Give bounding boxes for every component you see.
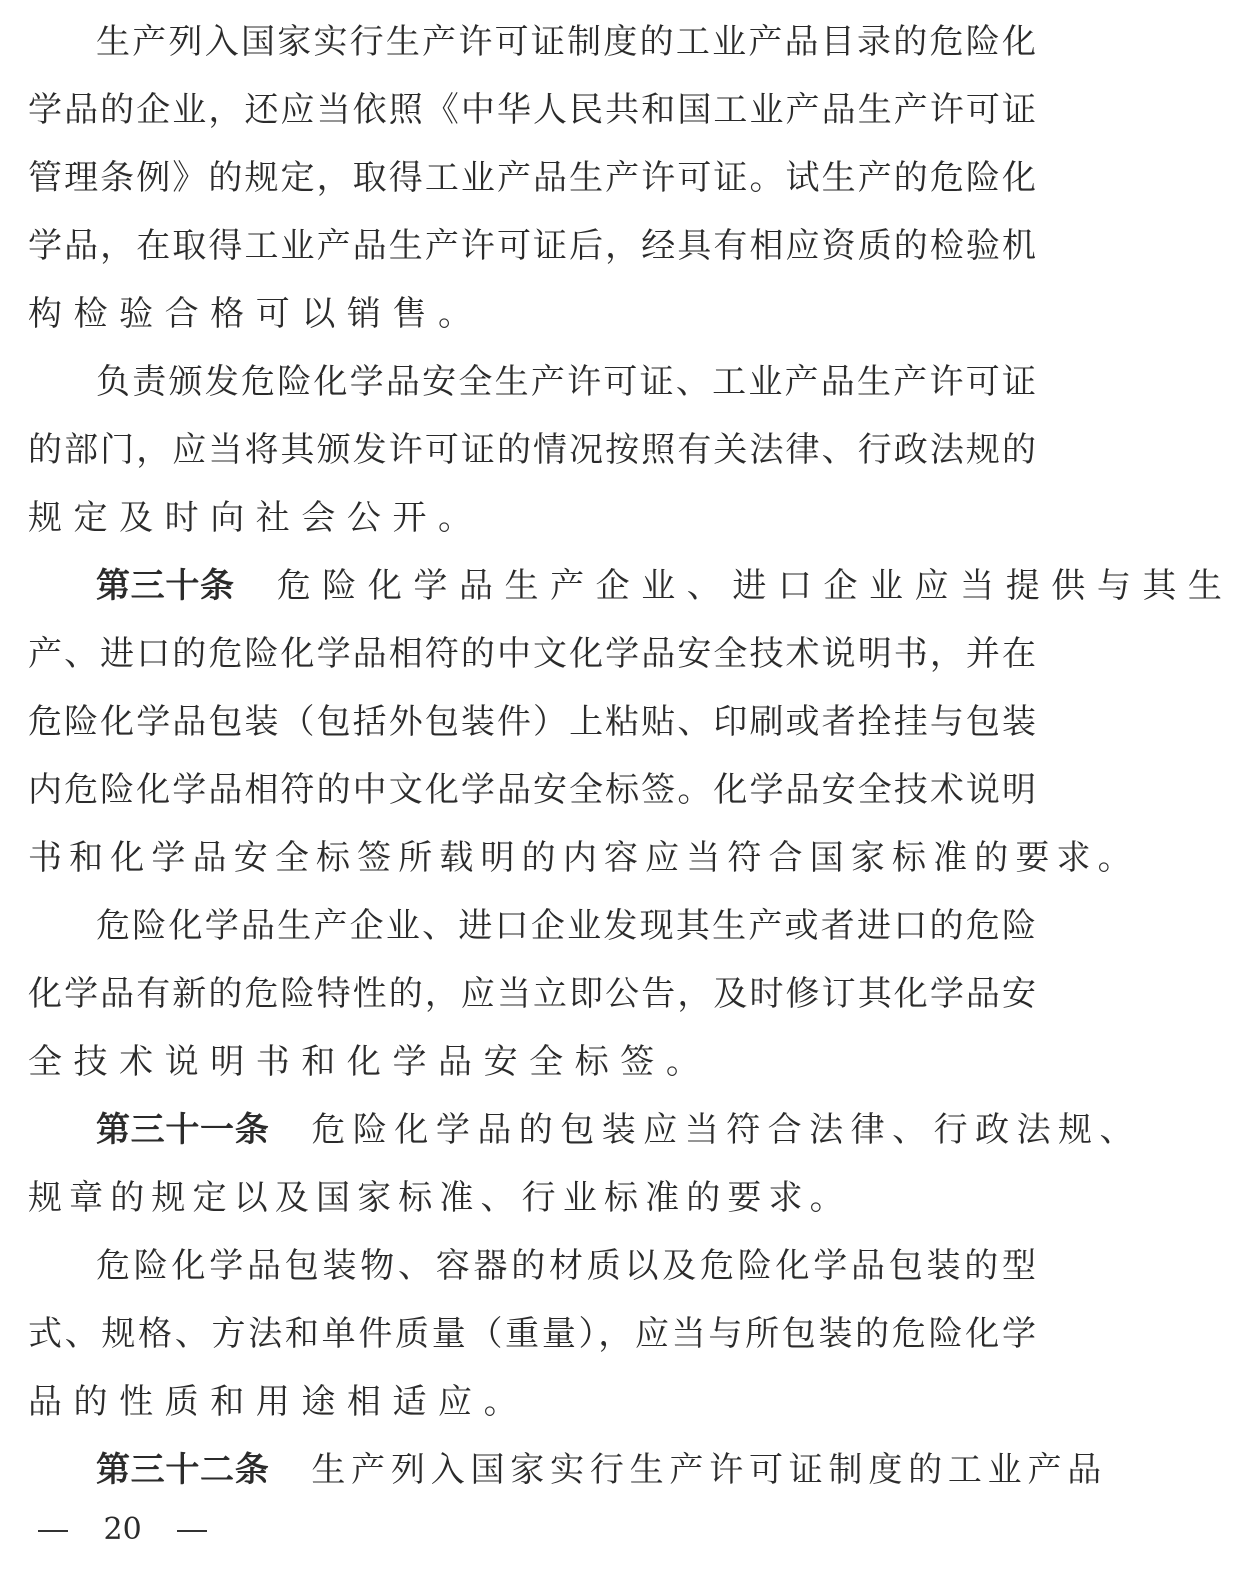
- text-line: 负责颁发危险化学品安全生产许可证、工业产品生产许可证: [96, 362, 1036, 402]
- text-line: 式、规格、方法和单件质量（重量），应当与所包装的危险化学: [28, 1314, 1036, 1354]
- text-line: 化学品有新的危险特性的，应当立即公告，及时修订其化学品安: [28, 974, 1036, 1014]
- text-line: 危险化学品包装物、容器的材质以及危险化学品包装的型: [96, 1246, 1036, 1286]
- text-line: 学品的企业，还应当依照《中华人民共和国工业产品生产许可证: [28, 90, 1036, 130]
- text-line: 内危险化学品相符的中文化学品安全标签。化学品安全技术说明: [28, 770, 1036, 810]
- article-text: 危险化学品的包装应当符合法律、行政法规、: [311, 1110, 1142, 1150]
- footer-dash-left: [38, 1530, 68, 1532]
- text-line: 生产列入国家实行生产许可证制度的工业产品目录的危险化: [96, 22, 1036, 62]
- page-footer: [38, 1508, 207, 1552]
- text-line: [28, 832, 1139, 884]
- article-text: 生产列入国家实行生产许可证制度的工业产品: [311, 1450, 1108, 1490]
- article-heading: 第三十一条: [96, 1110, 270, 1150]
- text-line-content: 规章的规定以及国家标准、行业标准的要求。: [28, 1178, 851, 1218]
- article-heading: 第三十二条: [96, 1450, 270, 1490]
- text-line: 产、进口的危险化学品相符的中文化学品安全技术说明书，并在: [28, 634, 1036, 674]
- text-line: 危险化学品生产企业、进口企业发现其生产或者进口的危险: [96, 906, 1036, 946]
- page-number: 20: [103, 1512, 142, 1547]
- text-line: [28, 1376, 1036, 1428]
- text-line: 学品，在取得工业产品生产许可证后，经具有相应资质的检验机: [28, 226, 1036, 266]
- article-31-first-line: [96, 1104, 1142, 1156]
- text-line: [28, 1036, 1036, 1088]
- text-line-content: 规定及时向社会公开。: [28, 498, 484, 538]
- text-line: [28, 1172, 1036, 1224]
- text-line: 危险化学品包装（包括外包装件）上粘贴、印刷或者拴挂与包装: [28, 702, 1036, 742]
- text-line: [28, 288, 1036, 340]
- text-line: 管理条例》的规定，取得工业产品生产许可证。试生产的危险化: [28, 158, 1036, 198]
- text-line-content: 品的性质和用途相适应。: [28, 1382, 530, 1422]
- article-32-first-line: [96, 1444, 1108, 1496]
- text-line-content: 全技术说明书和化学品安全标签。: [28, 1042, 712, 1082]
- text-line-content: 书和化学品安全标签所载明的内容应当符合国家标准的要求。: [28, 838, 1139, 878]
- article-30-first-line: [96, 560, 1234, 612]
- text-line: 的部门，应当将其颁发许可证的情况按照有关法律、行政法规的: [28, 430, 1036, 470]
- footer-dash-right: [177, 1530, 207, 1532]
- article-text: 危险化学品生产企业、进口企业应当提供与其生: [276, 566, 1234, 606]
- text-line-content: 构检验合格可以销售。: [28, 294, 484, 334]
- text-line: [28, 492, 1036, 544]
- article-heading: 第三十条: [96, 566, 235, 606]
